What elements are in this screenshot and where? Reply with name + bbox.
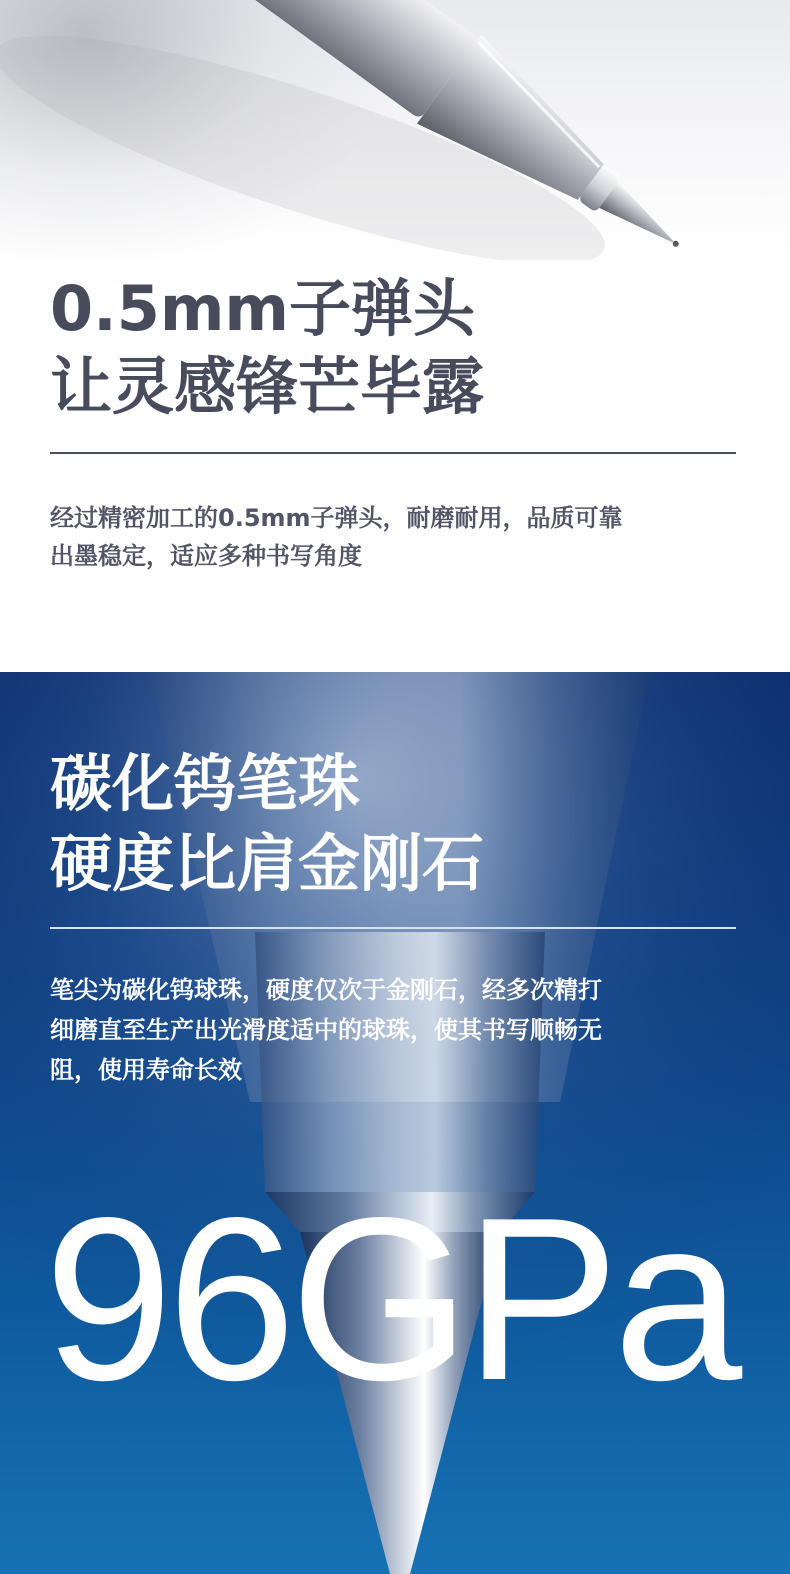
headline-line-1: 碳化钨笔珠 (50, 747, 361, 820)
description-text (50, 499, 750, 575)
description-line-2: 细磨直至生产出光滑度适中的球珠，使其书写顺畅无 (50, 1016, 602, 1044)
divider (50, 927, 736, 929)
pen-tip-image (0, 0, 790, 260)
headline-line-2: 让灵感锋芒毕露 (50, 350, 485, 423)
hardness-stat: 96GPa (44, 1170, 737, 1429)
tungsten-ball-section (0, 672, 790, 1574)
headline-line-1: 0.5mm子弹头 (50, 272, 476, 345)
description-line-1: 笔尖为碳化钨球珠，硬度仅次于金刚石，经多次精打 (50, 976, 602, 1004)
description-text (50, 970, 740, 1090)
product-intro-section (0, 0, 790, 672)
description-line-1: 经过精密加工的0.5mm子弹头，耐磨耐用，品质可靠 (50, 504, 623, 532)
description-line-2: 出墨稳定，适应多种书写角度 (50, 542, 362, 570)
divider (50, 452, 736, 454)
headline-line-2: 硬度比肩金刚石 (50, 827, 485, 900)
description-line-3: 阻，使用寿命长效 (50, 1056, 242, 1084)
